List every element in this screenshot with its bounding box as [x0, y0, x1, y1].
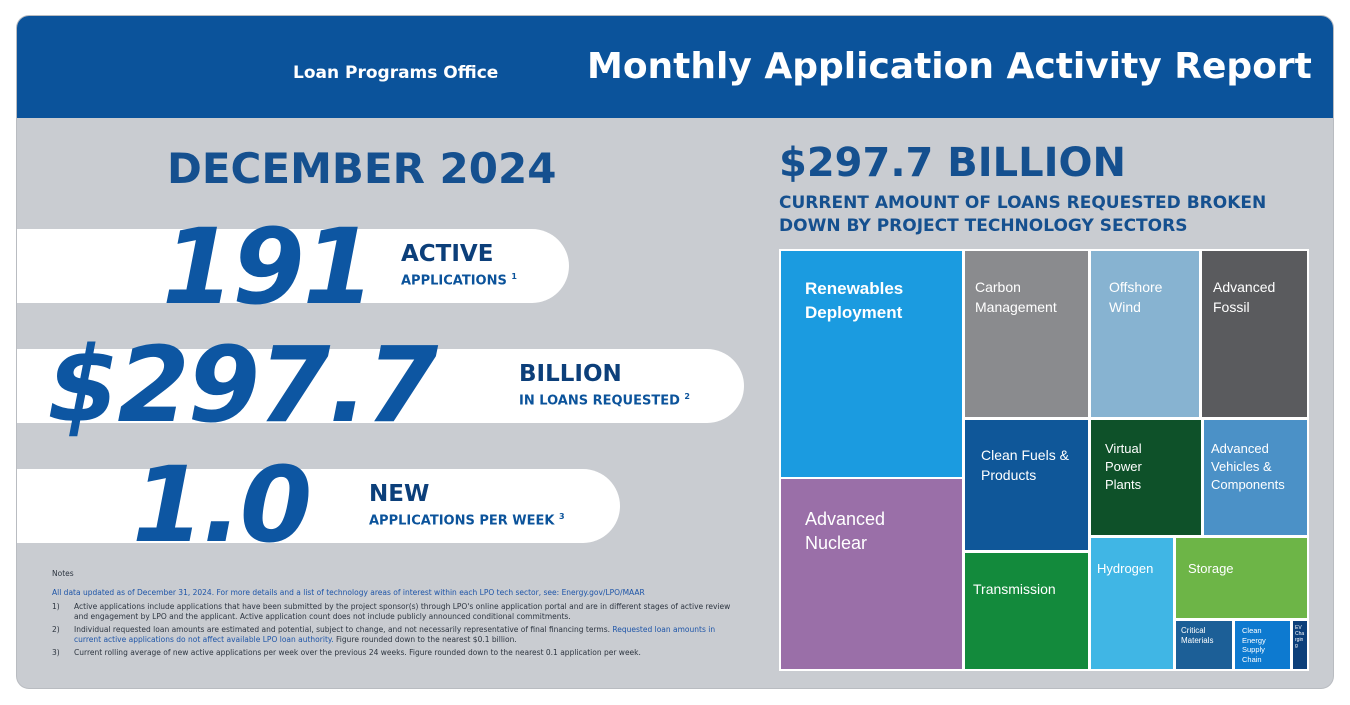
tile-clean-energy-supply-chain [1235, 621, 1290, 669]
tile-carbon-management [965, 251, 1088, 417]
report-month: DECEMBER 2024 [167, 144, 557, 193]
tile-label: EV Charging [1295, 625, 1305, 649]
tile-label: Advanced Fossil [1213, 279, 1276, 315]
note-number: 1) [52, 602, 60, 611]
tile-renewables [781, 251, 962, 477]
note-item [52, 648, 742, 658]
note-ref-1: 1 [511, 272, 517, 281]
tile-label: Carbon Management [975, 279, 1057, 315]
note-ref-2: 2 [684, 392, 690, 401]
billion-label: BILLION [519, 361, 622, 387]
tile-label: Hydrogen [1097, 561, 1154, 576]
new-sublabel [369, 512, 565, 528]
tile-storage [1176, 538, 1307, 618]
report-title: Monthly Application Activity Report [587, 46, 1312, 87]
loans-sublabel [519, 392, 690, 408]
active-sublabel-text: APPLICATIONS [401, 273, 507, 289]
tile-label: Clean Energy Supply Chain [1242, 626, 1266, 664]
tile-critical-materials [1176, 621, 1232, 669]
tile-transmission [965, 553, 1088, 669]
tile-virtual-power-plants [1091, 420, 1201, 535]
tile-ev-charging [1293, 621, 1307, 669]
loans-sublabel-text: IN LOANS REQUESTED [519, 393, 680, 409]
tile-label: Renewables Deployment [805, 279, 904, 322]
note-number: 2) [52, 625, 60, 634]
treemap-total: $297.7 BILLION [779, 140, 1126, 186]
footnotes [52, 569, 742, 661]
tile-advanced-fossil [1202, 251, 1307, 417]
tile-clean-fuels [965, 420, 1088, 550]
loans-requested-value: $297.7 [47, 324, 437, 446]
note-number: 3) [52, 648, 60, 657]
note-item [52, 625, 742, 645]
notes-updated [52, 588, 742, 598]
note-item [52, 602, 742, 622]
report-card [17, 16, 1333, 688]
tile-advanced-nuclear [781, 479, 962, 669]
note-text: Active applications include applications that have been submitted by the project sponsor(s) through LPO's online application portal and are in different stages of active review and engagement by LPO and the applicant. Active application count does not include publicly announced conditional commitments. [74, 602, 731, 621]
notes-updated-text: All data updated as of December 31, 2024. For more details and a list of technology areas of interest within each LPO tech sector, see: [52, 588, 560, 597]
tile-label: Advanced Vehicles & Components [1211, 441, 1285, 492]
note-highlight: Requested loan amounts in current active applications do not affect available LPO loan authority. [74, 625, 716, 644]
note-text: Current rolling average of new active applications per week over the previous 24 weeks. Figure rounded down to the nearest 0.1 application per week. [74, 648, 641, 657]
maar-link[interactable]: Energy.gov/LPO/MAAR [561, 588, 645, 597]
note-text [74, 625, 742, 645]
active-applications-value: 191 [162, 206, 374, 328]
treemap-subtitle: CURRENT AMOUNT OF LOANS REQUESTED BROKEN DOWN BY PROJECT TECHNOLOGY SECTORS [779, 193, 1267, 236]
new-per-week-value: 1.0 [132, 444, 311, 566]
tile-label: Advanced Nuclear [805, 509, 886, 553]
new-sublabel-text: APPLICATIONS PER WEEK [369, 513, 555, 529]
notes-heading: Notes [52, 569, 74, 578]
new-label: NEW [369, 481, 430, 507]
tile-label: Storage [1188, 561, 1234, 576]
note-text-part: Individual requested loan amounts are estimated and potential, subject to change, and not necessarily representative of final financing terms. [74, 625, 610, 634]
note-ref-3: 3 [559, 512, 565, 521]
sector-treemap [779, 249, 1309, 671]
tile-label: Clean Fuels & Products [981, 447, 1069, 483]
tile-label: Virtual Power Plants [1105, 441, 1142, 492]
note-text-part: Figure rounded down to the nearest $0.1 billion. [336, 635, 517, 644]
active-label: ACTIVE [401, 241, 494, 267]
tile-label: Critical Materials [1181, 626, 1214, 645]
active-sublabel [401, 272, 517, 288]
tile-hydrogen [1091, 538, 1173, 669]
report-header [17, 16, 1333, 118]
tile-advanced-vehicles [1204, 420, 1307, 535]
tile-label: Transmission [973, 581, 1056, 597]
tile-label: Offshore Wind [1109, 279, 1163, 315]
office-name: Loan Programs Office [293, 63, 499, 83]
stat-banner-new [17, 469, 620, 543]
tile-offshore-wind [1091, 251, 1199, 417]
